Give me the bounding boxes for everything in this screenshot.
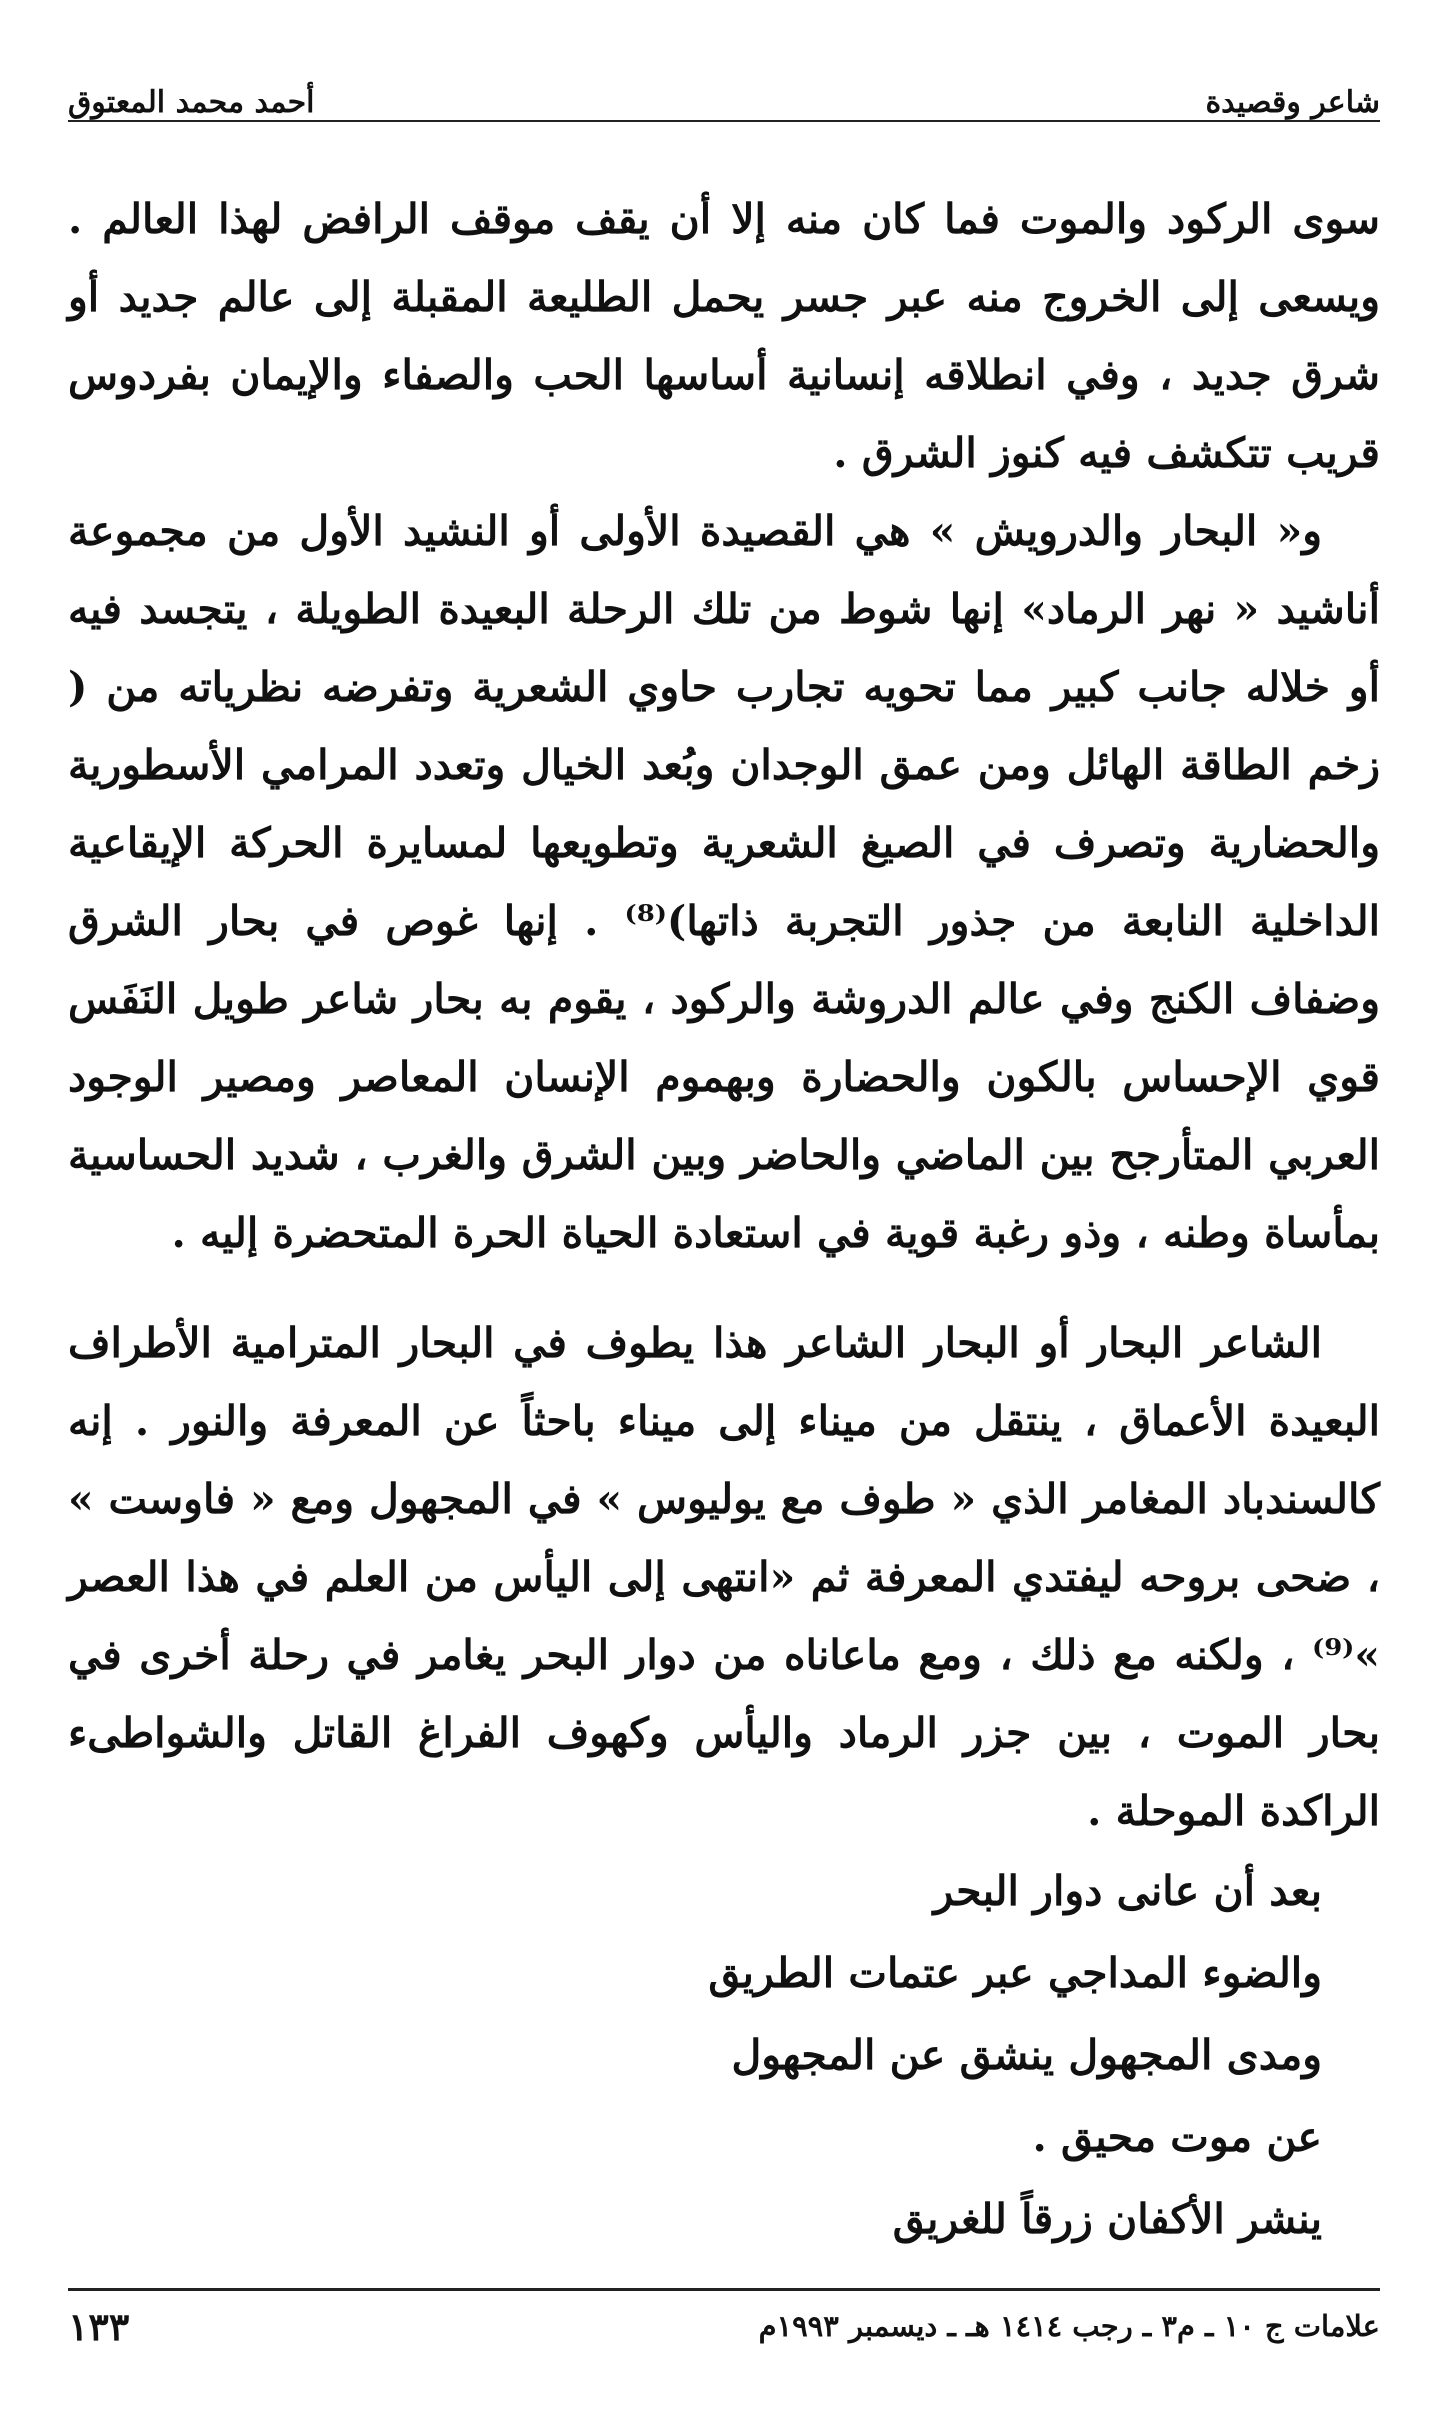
journal-info: علامات ج ١٠ ـ م٣ ـ رجب ١٤١٤ هـ ـ ديسمبر ١٩٩٣م — [758, 2309, 1380, 2343]
paragraph-2: و« البحار والدرويش » هي القصيدة الأولى أو النشيد الأول من مجموعة أناشيد « نهر الرماد» إنها شوط من تلك الرحلة البعيدة الطويلة ، يتجسد فيه أو خلاله جانب كبير مما تحويه تجارب حاوي الشعرية وتفرضه نظرياته من ( زخم الطاقة الهائل ومن عمق الوجدان وبُعد الخيال وتعدد المرامي الأسطورية والحضارية وتصرف في الصيغ الشعرية وتطويعها لمسايرة الحركة الإيقاعية الداخلية النابعة من جذور التجربة ذاتها)⁽⁸⁾ . إنها غوص في بحار الشرق وضفاف الكنج وفي عالم الدروشة والركود ، يقوم به بحار شاعر طويل النَفَس قوي الإحساس بالكون والحضارة وبهموم الإنسان المعاصر ومصير الوجود العربي المتأرجح بين الماضي والحاضر وبين الشرق والغرب ، شديد الحساسية بمأساة وطنه ، وذو رغبة قوية في استعادة الحياة الحرة المتحضرة إليه . — [68, 507, 1380, 1257]
verse-line-4: عن موت محيق . — [1032, 2113, 1322, 2161]
section-title: شاعر وقصيدة — [1205, 85, 1380, 120]
article-body — [68, 180, 1380, 2260]
poem-excerpt — [68, 1850, 1380, 2260]
verse-line-3: ومدى المجهول ينشق عن المجهول — [731, 2031, 1322, 2079]
running-header — [68, 62, 1380, 120]
paragraph-1: سوى الركود والموت فما كان منه إلا أن يقف موقف الرافض لهذا العالم . ويسعى إلى الخروج منه عبر جسر يحمل الطليعة المقبلة إلى عالم جديد أو شرق جديد ، وفي انطلاقه إنسانية أساسها الحب والصفاء والإيمان بفردوس قريب تتكشف فيه كنوز الشرق . — [68, 195, 1380, 477]
running-footer — [68, 2298, 1380, 2354]
verse-line-1: بعد أن عانى دوار البحر — [933, 1867, 1322, 1915]
document-page — [68, 0, 1380, 2432]
page-number: ١٣٣ — [68, 2303, 130, 2349]
paragraph-3: الشاعر البحار أو البحار الشاعر هذا يطوف في البحار المترامية الأطراف البعيدة الأعماق ، ينتقل من ميناء إلى ميناء باحثاً عن المعرفة والنور . إنه كالسندباد المغامر الذي « طوف مع يوليوس » في المجهول ومع « فاوست » ، ضحى بروحه ليفتدي المعرفة ثم «انتهى إلى اليأس من العلم في هذا العصر »⁽⁹⁾ ، ولكنه مع ذلك ، ومع ماعاناه من دوار البحر يغامر في رحلة أخرى في بحار الموت ، بين جزر الرماد واليأس وكهوف الفراغ القاتل والشواطىء الراكدة الموحلة . — [68, 1319, 1380, 1835]
author-name: أحمد محمد المعتوق — [68, 85, 315, 120]
verse-line-5: ينشر الأكفان زرقاً للغريق — [892, 2195, 1322, 2243]
header-rule — [68, 120, 1380, 122]
verse-line-2: والضوء المداجي عبر عتمات الطريق — [708, 1949, 1322, 1997]
footer-rule — [68, 2288, 1380, 2291]
